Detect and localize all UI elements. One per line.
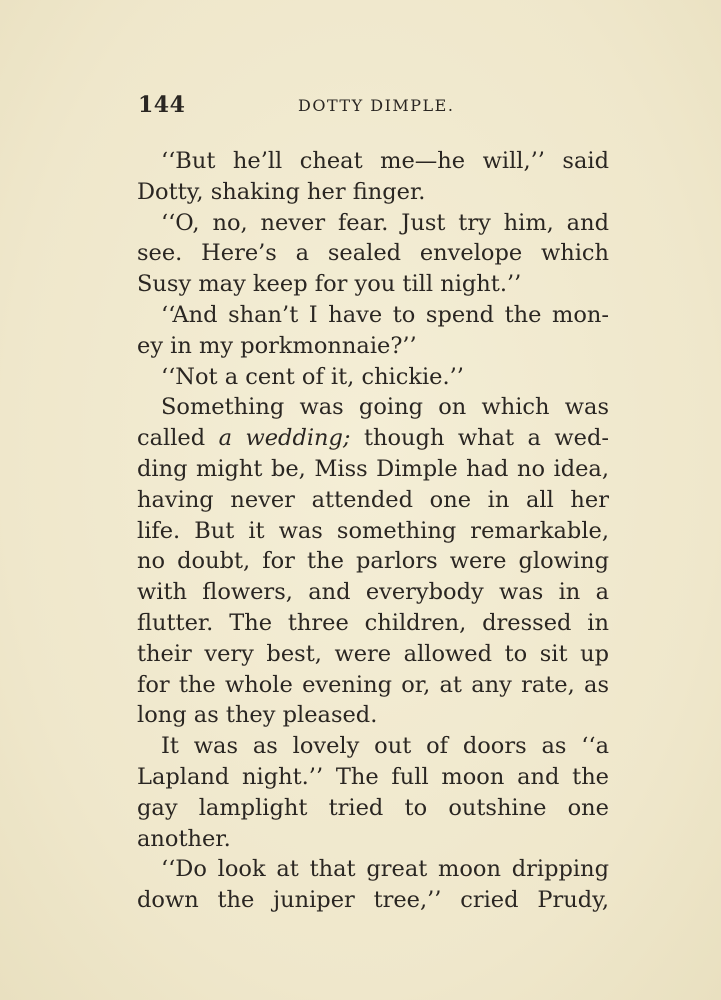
page-header	[138, 92, 608, 122]
page-number: 144	[138, 92, 186, 118]
text-line: for the whole evening or, at any rate, as	[137, 671, 609, 698]
text-line: gay lamplight tried to outshine one	[137, 794, 609, 821]
text-line: It was as lovely out of doors as ‘‘a	[161, 733, 609, 760]
text-line: their very best, were allowed to sit up	[137, 640, 609, 667]
text-line: having never attended one in all her	[137, 486, 609, 513]
text-line: no doubt, for the parlors were glowing	[137, 548, 609, 575]
text-line: down the juniper tree,’’ cried Prudy,	[137, 887, 609, 914]
text-line: long as they pleased.	[137, 702, 378, 729]
running-title: DOTTY DIMPLE.	[298, 96, 455, 115]
text-line: Something was going on which was	[161, 394, 609, 421]
text-line: ‘‘Do look at that great moon dripping	[161, 856, 609, 883]
text-line: life. But it was something remarkable,	[137, 517, 609, 544]
text-line: ‘‘But he’ll cheat me—he will,’’ said	[161, 148, 609, 174]
text-line: Lapland night.’’ The full moon and the	[137, 763, 609, 790]
text-line: ‘‘O, no, never fear. Just try him, and	[161, 209, 609, 236]
text-line: Susy may keep for you till night.’’	[137, 271, 522, 298]
text-line: see. Here’s a sealed envelope which	[137, 240, 609, 267]
text-line: with flowers, and everybody was in a	[137, 579, 609, 606]
text-line: Dotty, shaking her finger.	[137, 178, 426, 205]
text-line: ey in my porkmonnaie?’’	[137, 332, 417, 359]
body-text	[137, 146, 609, 916]
text-line: flutter. The three children, dressed in	[137, 609, 609, 636]
text-line: ‘‘And shan’t I have to spend the mon-	[161, 301, 609, 328]
text-line: ‘‘Not a cent of it, chickie.’’	[161, 363, 464, 390]
text-line-italic: called a wedding; though what a wed-	[137, 425, 609, 452]
italic-phrase: a wedding;	[218, 425, 351, 452]
text-line: ding might be, Miss Dimple had no idea,	[137, 455, 609, 482]
text-line: another.	[137, 825, 231, 852]
